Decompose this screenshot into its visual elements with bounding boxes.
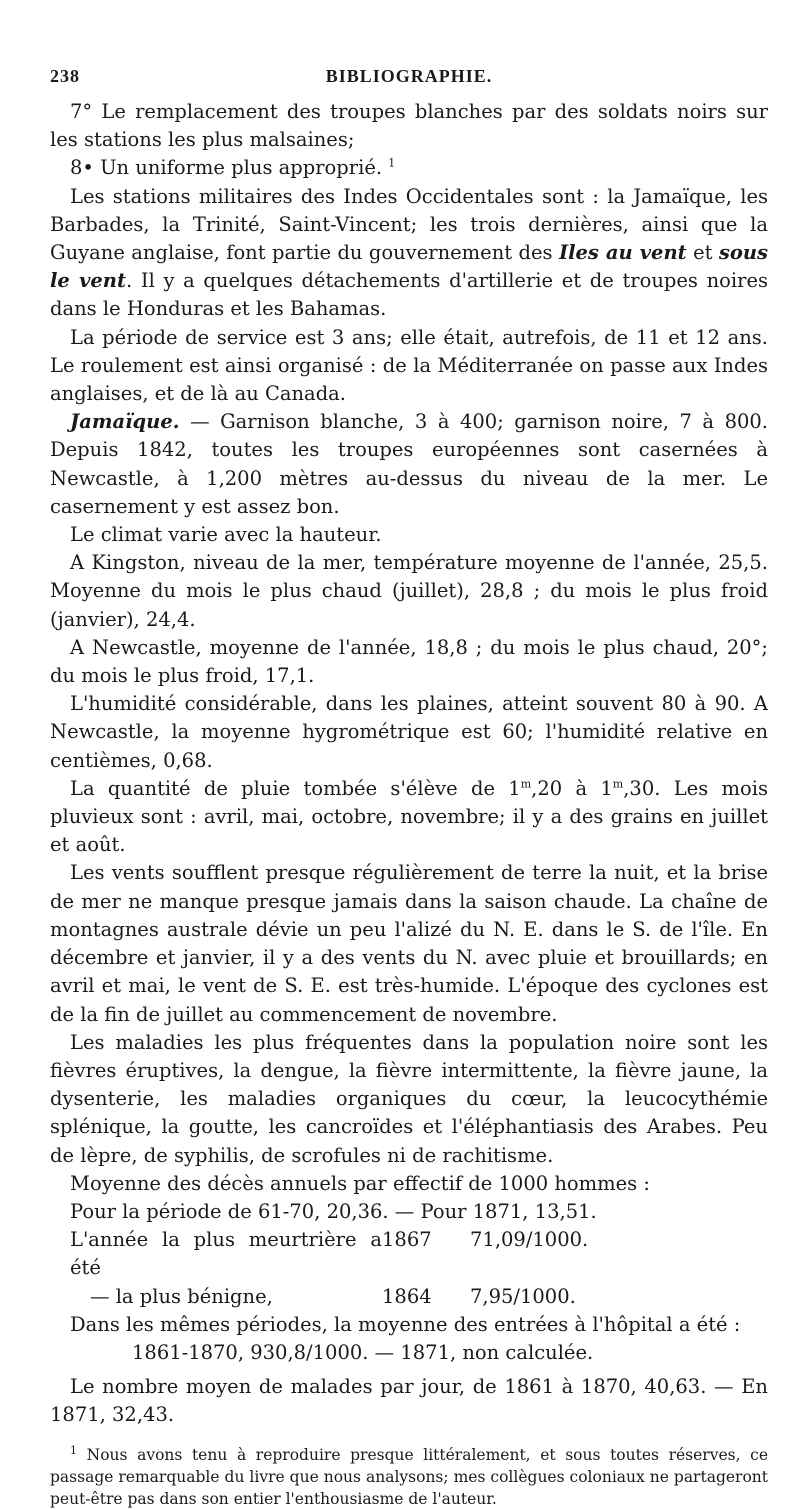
item-8-text: 8• Un uniforme plus approprié. — [70, 156, 383, 180]
paragraph-malades: Le nombre moyen de malades par jour, de 1861 à 1870, 40,63. — En 1871, 32,43. — [50, 1375, 768, 1427]
page-number: 238 — [50, 66, 80, 86]
page-header — [50, 62, 768, 90]
paragraph-periode-deces: Pour la période de 61-70, 20,36. — Pour 1871, 13,51. — [70, 1199, 597, 1223]
footnote-ref: 1 — [388, 156, 396, 170]
paragraph-vents: Les vents soufflent presque régulièrement de terre la nuit, et la brise de mer ne manque presque jamais dans la saison chaude. La chaîne de montagnes australe dévie un peu l'alizé du N. E. dans le S. de l'île. En décembre et janvier, il y a des vents du N. avec pluie et brouillards; en avril et mai, le vent de S. E. est très-humide. L'époque des cyclones est de la fin de juillet au commencement de novembre. — [50, 861, 768, 1026]
paragraph-hopital: Dans les mêmes périodes, la moyenne des entrées à l'hôpital a été : — [70, 1312, 741, 1336]
hopital-values: 1861-1870, 930,8/1000. — 1871, non calculée. — [132, 1340, 594, 1364]
stations-italic-2: sous le vent — [50, 241, 769, 293]
mortality-year: 1867 — [382, 1228, 432, 1252]
pluie-text-b: ,20 à 1 — [531, 776, 613, 800]
running-title: BIBLIOGRAPHIE. — [325, 66, 493, 86]
mortality-label: — la plus bénigne, — [90, 1284, 273, 1308]
paragraph-pluie — [50, 775, 768, 860]
paragraph-jamaique — [50, 408, 768, 521]
stations-text-a: Les stations militaires des Indes Occidentales sont : la Jamaïque, les Barbades, la Trinité, Saint-Vincent; les trois dernières, ainsi que la Guyane anglaise, font partie du gouvernement des — [50, 184, 768, 265]
document-page — [50, 62, 769, 1508]
mortality-year: 1864 — [382, 1284, 432, 1308]
mortality-rate: 7,95/1000. — [470, 1284, 576, 1308]
footnote — [50, 1444, 768, 1510]
item-8 — [50, 154, 768, 182]
pluie-text-c: ,30. Les mois pluvieux sont : avril, mai, octobre, novembre; il y a des grains en juillet et août. — [50, 776, 768, 857]
paragraph-stations — [50, 183, 768, 324]
paragraph-newcastle: A Newcastle, moyenne de l'année, 18,8 ; du mois le plus chaud, 20°; du mois le plus froid, 17,1. — [50, 635, 768, 688]
mortality-row-worst — [50, 1226, 768, 1282]
stations-and: et — [693, 241, 713, 265]
jamaique-label: Jamaïque. — [70, 410, 180, 434]
paragraph-humidite: L'humidité considérable, dans les plaines, atteint souvent 80 à 90. A Newcastle, la moyenne hygrométrique est 60; l'humidité relative en centièmes, 0,68. — [50, 692, 768, 772]
mortality-row-best — [50, 1283, 768, 1311]
mortality-rate: 71,09/1000. — [470, 1228, 589, 1252]
paragraph-periode: La période de service est 3 ans; elle était, autrefois, de 11 et 12 ans. Le roulement est ainsi organisé : de la Méditerranée on passe aux Indes anglaises, et de là au Canada. — [50, 325, 768, 406]
paragraph-kingston: A Kingston, niveau de la mer, température moyenne de l'année, 25,5. Moyenne du mois le plus chaud (juillet), 28,8 ; du mois le plus froid (janvier), 24,4. — [50, 551, 768, 631]
pluie-text-a: La quantité de pluie tombée s'élève de 1 — [70, 776, 521, 800]
paragraph-maladies: Les maladies les plus fréquentes dans la population noire sont les fièvres éruptives, la dengue, la fièvre intermittente, la fièvre jaune, la dysenterie, les maladies organiques du cœur, la leucocythémie splénique, la goutte, les cancroïdes et l'éléphantiasis des Arabes. Peu de lèpre, de syphilis, de scrofules ni de rachitisme. — [50, 1030, 768, 1167]
paragraph-moyenne-deces: Moyenne des décès annuels par effectif de 1000 hommes : — [70, 1171, 650, 1195]
stations-text-b: . Il y a quelques détachements d'artillerie et de troupes noires dans le Honduras et les Bahamas. — [50, 269, 769, 321]
jamaique-text: — Garnison blanche, 3 à 400; garnison noire, 7 à 800. Depuis 1842, toutes les troupes européennes sont casernées à Newcastle, à 1,200 mètres au-dessus du niveau de la mer. Le casernement y est assez bon. — [50, 410, 768, 518]
footnote-text: Nous avons tenu à reproduire presque littéralement, et sous toutes réserves, ce passage remarquable du livre que nous analysons; mes collègues coloniaux ne partageront peut-être pas dans son entier l'enthousiasme de l'auteur. — [50, 1445, 768, 1508]
paragraph-climat: Le climat varie avec la hauteur. — [70, 523, 382, 547]
stations-italic-1: Iles au vent — [558, 241, 687, 265]
pluie-unit-1: m — [520, 777, 532, 791]
footnote-marker: 1 — [70, 1443, 77, 1457]
pluie-unit-2: m — [612, 777, 624, 791]
item-7: 7° Le remplacement des troupes blanches par des soldats noirs sur les stations les plus malsaines; — [50, 100, 768, 152]
mortality-label: L'année la plus meurtrière a été — [70, 1228, 382, 1280]
